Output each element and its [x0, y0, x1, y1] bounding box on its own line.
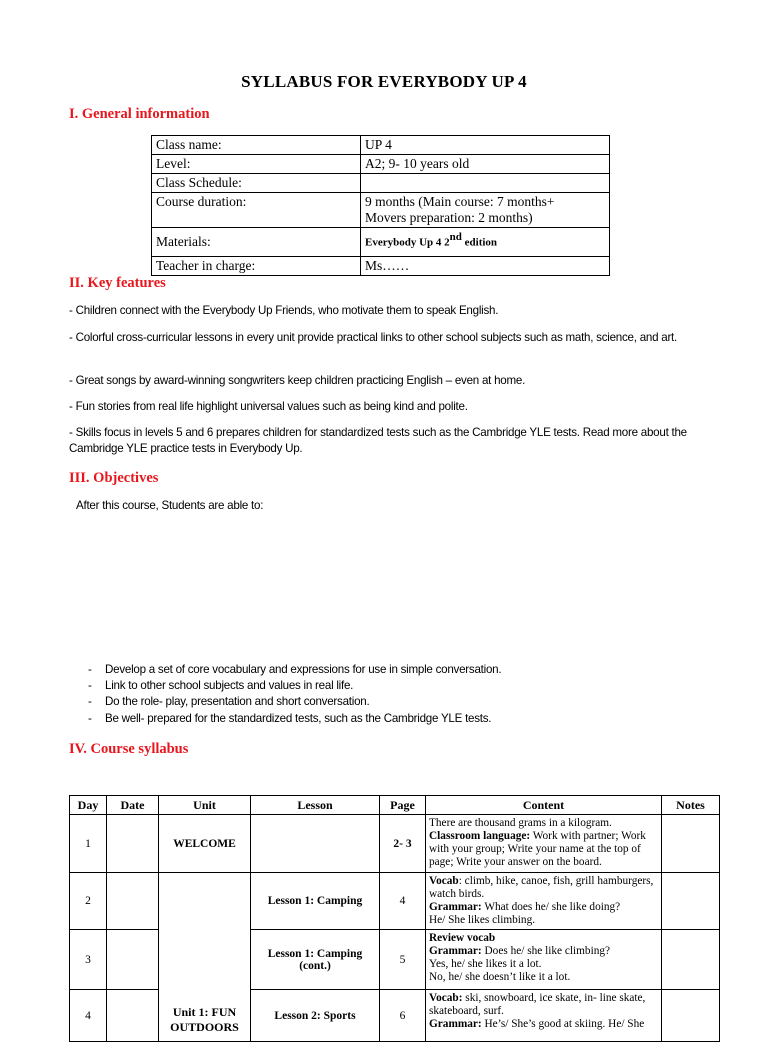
unit-cell — [159, 873, 251, 1042]
header-notes: Notes — [662, 796, 720, 815]
content-bold: Vocab: — [429, 992, 463, 1004]
content-text: ski, snowboard, ice skate, in- line skate, skateboard, surf. — [429, 992, 646, 1017]
level-label: Level: — [152, 155, 361, 174]
table-row — [152, 257, 610, 276]
objectives-intro: After this course, Students are able to: — [76, 499, 264, 512]
notes-cell — [662, 930, 720, 990]
feature-item: - Skills focus in levels 5 and 6 prepares children for standardized tests such as the Cambridge YLE tests. Read more about the Cambridge YLE practice tests in Everybody Up. — [69, 426, 687, 455]
list-item: - Link to other school subjects and values in real life. — [86, 678, 501, 694]
section-heading-general: I. General information — [69, 106, 210, 122]
notes-cell — [662, 815, 720, 873]
content-bold: Grammar: — [429, 945, 482, 957]
table-row — [152, 136, 610, 155]
table-row — [152, 193, 610, 228]
schedule-value — [361, 174, 610, 193]
unit-cell: WELCOME — [159, 815, 251, 873]
table-header-row — [70, 796, 720, 815]
header-content: Content — [426, 796, 662, 815]
section-heading-syllabus: IV. Course syllabus — [69, 741, 189, 757]
header-page: Page — [380, 796, 426, 815]
lesson-cell: Lesson 1: Camping (cont.) — [251, 930, 380, 990]
general-info-table — [151, 135, 610, 276]
page-title: SYLLABUS FOR EVERYBODY UP 4 — [241, 72, 527, 91]
table-row — [152, 228, 610, 257]
content-text: Does he/ she like climbing? — [481, 945, 611, 957]
list-item: - Do the role- play, presentation and short conversation. — [86, 694, 501, 710]
date-cell — [107, 930, 159, 990]
content-line: There are thousand grams in a kilogram. — [429, 817, 612, 829]
list-item: - Be well- prepared for the standardized tests, such as the Cambridge YLE tests. — [86, 711, 501, 727]
table-row — [152, 155, 610, 174]
content-line: No, he/ she doesn’t like it a lot. — [429, 971, 571, 983]
duration-value-line-2: Movers preparation: 2 months) — [365, 210, 533, 225]
header-date: Date — [107, 796, 159, 815]
syllabus-table — [69, 795, 720, 1042]
content-cell — [426, 990, 662, 1042]
schedule-label: Class Schedule: — [152, 174, 361, 193]
notes-cell — [662, 990, 720, 1042]
feature-item: - Great songs by award-winning songwriters keep children practicing English – even at home. — [69, 374, 526, 387]
list-item: - Develop a set of core vocabulary and expressions for use in simple conversation. — [86, 662, 501, 678]
content-text: : climb, hike, canoe, fish, grill hamburgers, watch birds. — [429, 875, 654, 900]
level-value: A2; 9- 10 years old — [361, 155, 610, 174]
day-cell: 4 — [70, 990, 107, 1042]
header-unit: Unit — [159, 796, 251, 815]
lesson-cell — [251, 815, 380, 873]
materials-value — [361, 228, 610, 257]
page-cell: 2- 3 — [380, 815, 426, 873]
materials-label: Materials: — [152, 228, 361, 257]
content-bold: Review vocab — [429, 932, 496, 944]
unit-name-line-2: OUTDOORS — [170, 1020, 239, 1034]
unit-name-line-1: Unit 1: FUN — [172, 1005, 237, 1019]
section-heading-objectives: III. Objectives — [69, 470, 159, 486]
lesson-cell: Lesson 1: Camping — [251, 873, 380, 930]
day-cell: 2 — [70, 873, 107, 930]
materials-value-edition: edition — [461, 236, 498, 249]
content-cell — [426, 815, 662, 873]
date-cell — [107, 990, 159, 1042]
notes-cell — [662, 873, 720, 930]
day-cell: 3 — [70, 930, 107, 990]
materials-value-text: Everybody Up 4 2 — [365, 236, 450, 249]
table-row — [152, 174, 610, 193]
class-name-value: UP 4 — [361, 136, 610, 155]
teacher-value: Ms…… — [361, 257, 610, 276]
feature-item: - Colorful cross-curricular lessons in every unit provide practical links to other school subjects such as math, science, and art. — [69, 331, 678, 344]
content-bold: Vocab — [429, 875, 459, 887]
content-text: What does he/ she like doing? — [481, 901, 621, 913]
content-bold: Grammar: — [429, 1018, 482, 1030]
duration-value — [361, 193, 610, 228]
duration-value-line-1: 9 months (Main course: 7 months+ — [365, 194, 555, 209]
content-line: He/ She likes climbing. — [429, 914, 536, 926]
materials-value-sup: nd — [449, 231, 462, 243]
class-name-label: Class name: — [152, 136, 361, 155]
page-cell: 4 — [380, 873, 426, 930]
content-text: Work with partner; Work with your group; Write your name at the top of page; Write your answer on the board. — [429, 830, 646, 868]
lesson-cell: Lesson 2: Sports — [251, 990, 380, 1042]
teacher-label: Teacher in charge: — [152, 257, 361, 276]
content-bold: Grammar: — [429, 901, 482, 913]
feature-item: - Fun stories from real life highlight universal values such as being kind and polite. — [69, 400, 468, 413]
header-day: Day — [70, 796, 107, 815]
date-cell — [107, 873, 159, 930]
content-bold: Classroom language: — [429, 830, 531, 842]
table-row — [70, 873, 720, 930]
page-cell: 5 — [380, 930, 426, 990]
feature-item: - Children connect with the Everybody Up Friends, who motivate them to speak English. — [69, 304, 499, 317]
date-cell — [107, 815, 159, 873]
content-cell — [426, 873, 662, 930]
page-cell: 6 — [380, 990, 426, 1042]
content-cell — [426, 930, 662, 990]
section-heading-features: II. Key features — [69, 275, 166, 291]
objectives-list — [86, 662, 501, 727]
header-lesson: Lesson — [251, 796, 380, 815]
table-row — [70, 815, 720, 873]
duration-label: Course duration: — [152, 193, 361, 228]
day-cell: 1 — [70, 815, 107, 873]
content-line: Yes, he/ she likes it a lot. — [429, 958, 542, 970]
content-text: He’s/ She’s good at skiing. He/ She — [481, 1018, 645, 1030]
